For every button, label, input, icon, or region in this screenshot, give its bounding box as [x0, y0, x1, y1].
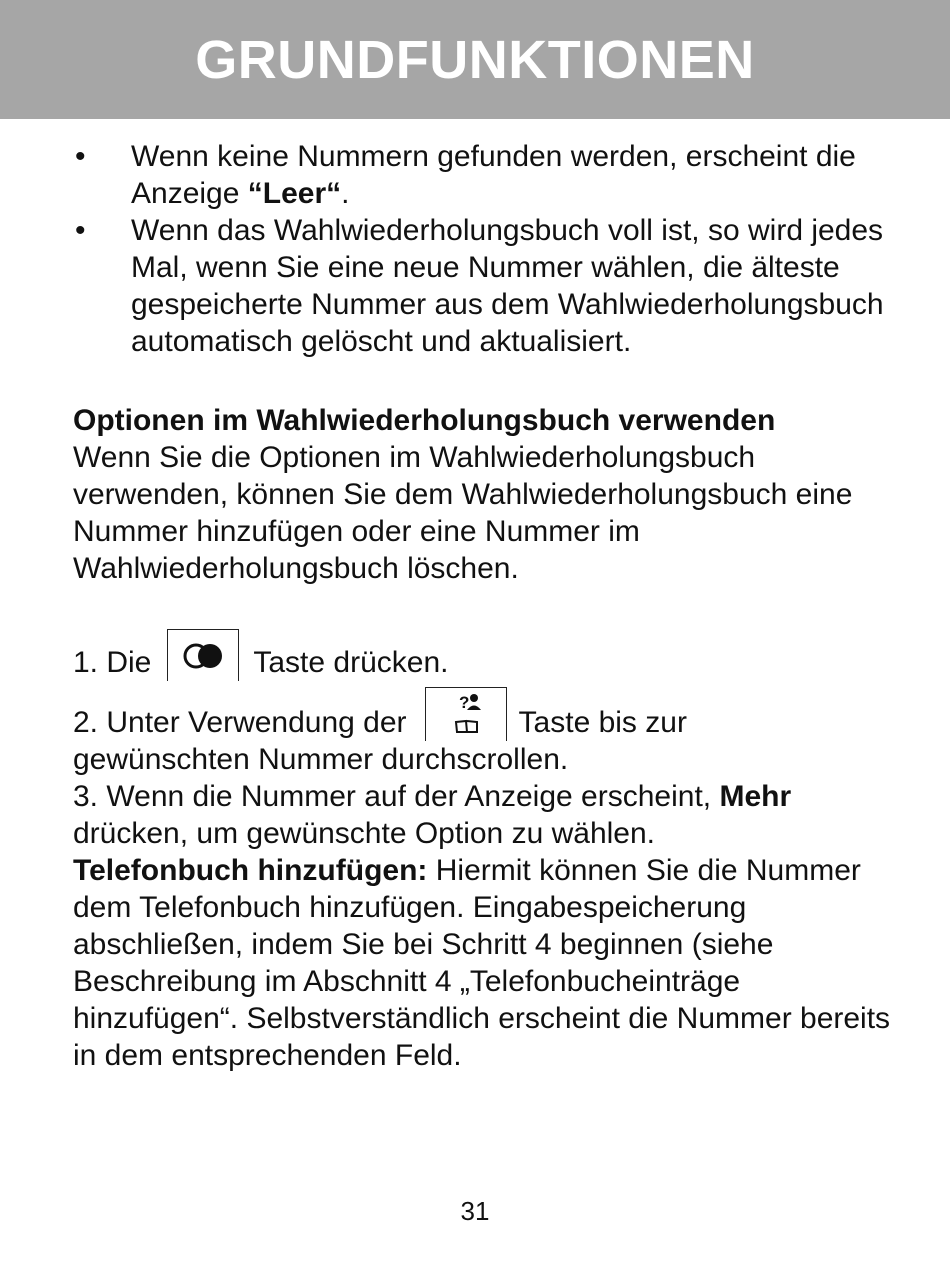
phonebook-paragraph	[73, 852, 893, 1074]
step-3	[73, 778, 893, 852]
step-1-text: 1. Die	[73, 646, 152, 679]
page-title: GRUNDFUNKTIONEN	[195, 29, 755, 90]
page-content	[73, 138, 893, 1074]
bullet-item	[73, 212, 893, 360]
bullet-text: Wenn das Wahlwiederholungsbuch voll ist, so wird jedes Mal, wenn Sie eine neue Nummer wählen, die älteste gespeicherte Nummer aus dem Wahlwiederholungsbuch automatisch gelöscht und aktualisiert.	[131, 214, 884, 358]
bullet-bold-text: “Leer“	[247, 177, 342, 210]
step-3-text: 3. Wenn die Nummer auf der Anzeige erscheint,	[73, 780, 712, 813]
page-number: 31	[460, 1196, 490, 1226]
page-header	[0, 0, 950, 119]
step-2-text-end: Taste bis zur	[518, 706, 687, 739]
svg-text:?: ?	[458, 693, 469, 712]
step-2	[73, 691, 893, 778]
phonebook-key-icon	[425, 687, 507, 741]
section-intro: Wenn Sie die Optionen im Wahlwiederholungsbuch verwenden, können Sie dem Wahlwiederholungsbuch eine Nummer hinzufügen oder eine Nummer im Wahlwiederholungsbuch löschen.	[73, 441, 853, 585]
step-2-text: 2. Unter Verwendung der	[73, 706, 407, 739]
bullet-dot: •	[75, 140, 86, 173]
bullet-text: Wenn keine Nummern gefunden werden, erscheint die Anzeige	[131, 140, 856, 210]
step-1	[73, 629, 893, 681]
phonebook-text: Hiermit können Sie die Nummer dem Telefonbuch hinzufügen. Eingabespeicherung abschließen, indem Sie bei Schritt 4 beginnen (siehe Beschreibung im Abschnitt 4 „Telefonbucheinträge hinzufügen“. Selbstverständlich erscheint die Nummer bereits in dem entsprechenden Feld.	[73, 854, 891, 1072]
step-2-text-continued: gewünschten Nummer durchscrollen.	[73, 743, 569, 776]
step-3-text-end: drücken, um gewünschte Option zu wählen.	[73, 817, 655, 850]
phonebook-heading: Telefonbuch hinzufügen:	[73, 854, 428, 887]
bullet-dot: •	[75, 214, 86, 247]
step-1-text-end: Taste drücken.	[253, 646, 449, 679]
redial-key-icon	[167, 629, 239, 681]
bullet-text-end: .	[341, 177, 350, 210]
section-heading: Optionen im Wahlwiederholungsbuch verwenden	[73, 404, 776, 437]
step-3-bold: Mehr	[719, 780, 792, 813]
bullet-item	[73, 138, 893, 212]
